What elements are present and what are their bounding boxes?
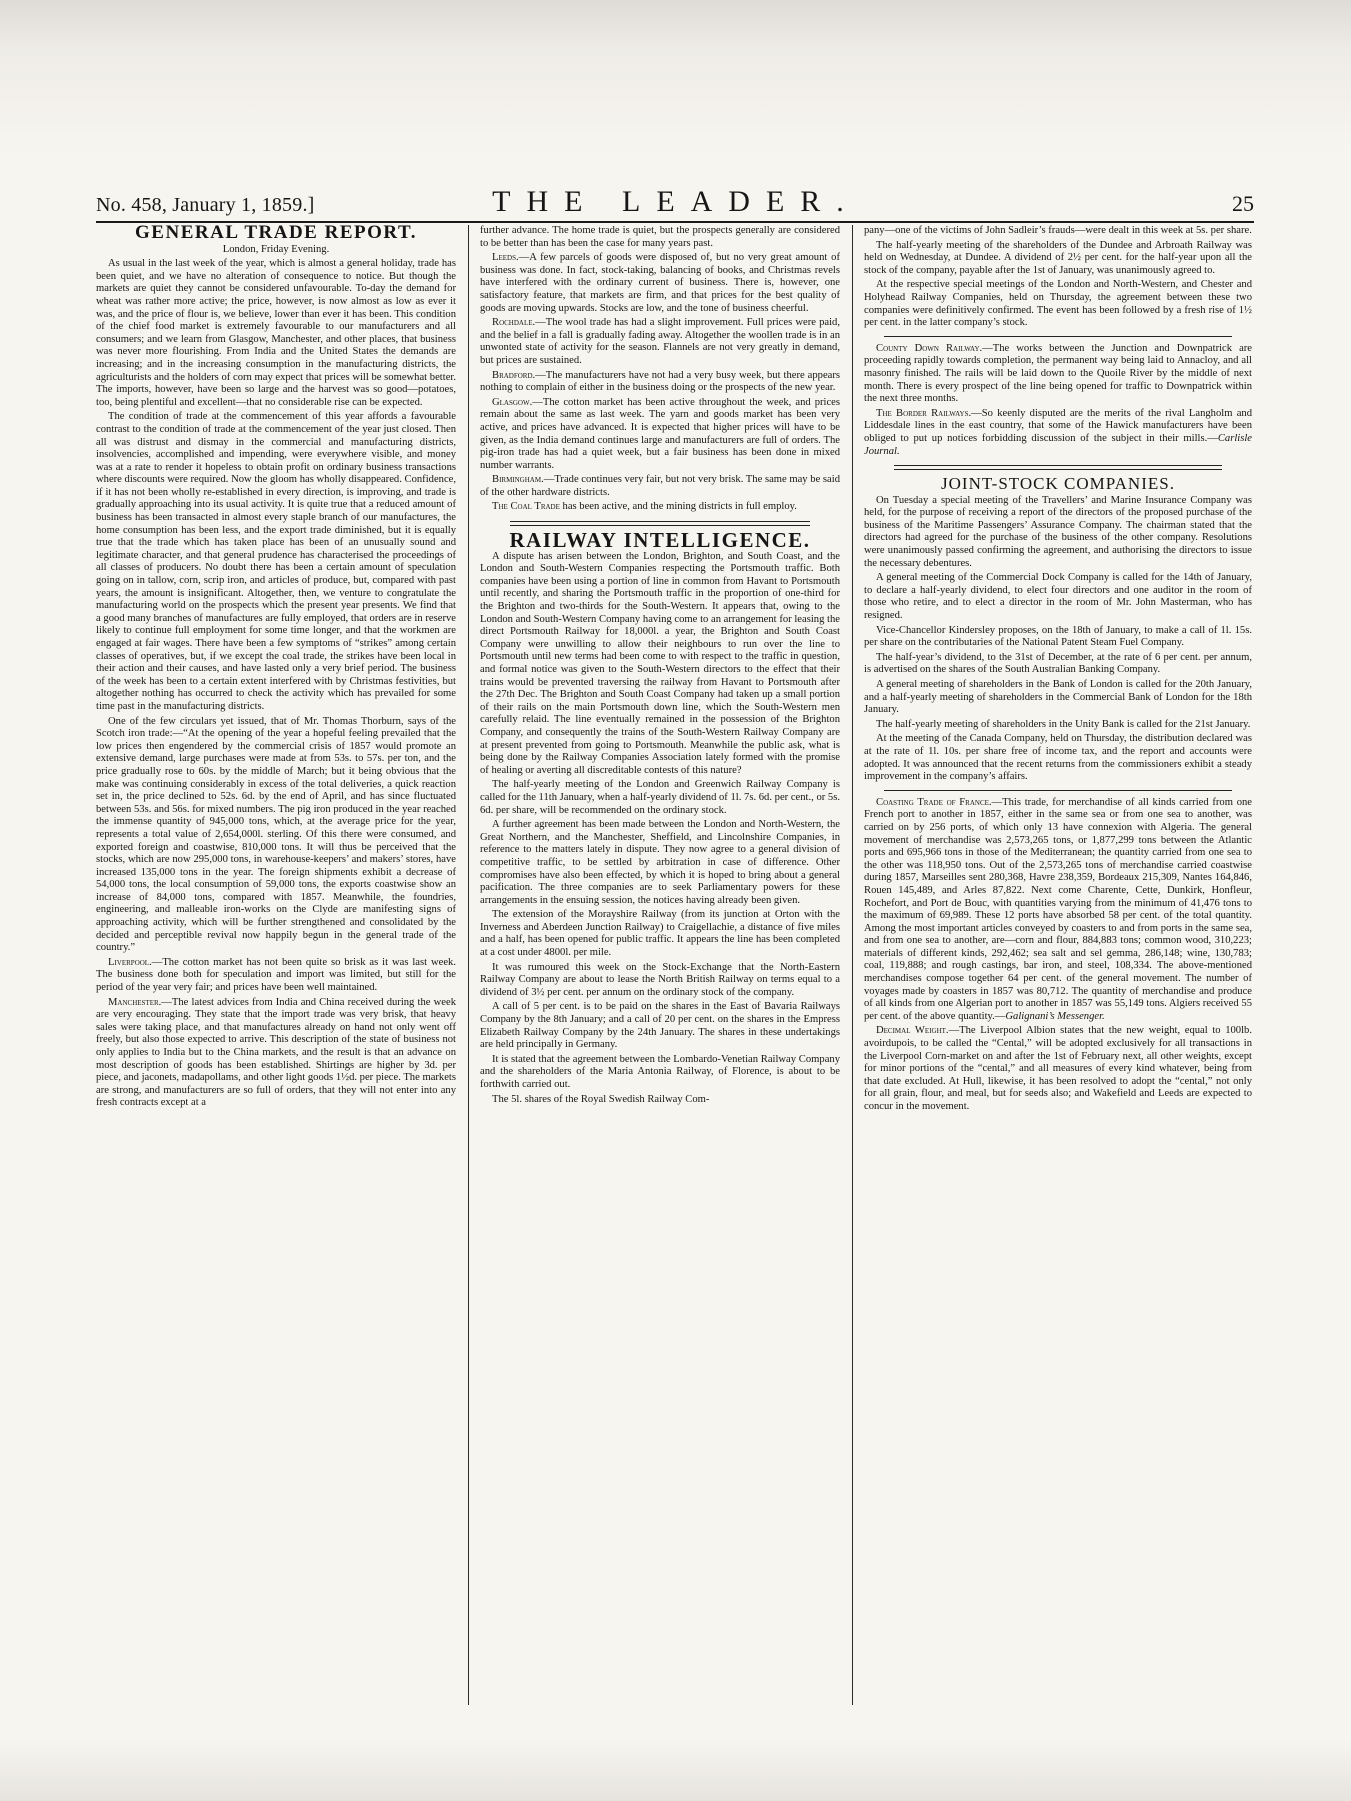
- paragraph-lead: The Coal Trade: [492, 501, 560, 513]
- section-heading-trade: GENERAL TRADE REPORT.: [135, 225, 417, 243]
- paragraph: A general meeting of the Commercial Dock Company is called for the 14th of January, to declare a half-yearly dividend, to elect four directors and one auditor in the room of those who retire, and to elect a director in the room of Mr. John Masterman, who has resigned.: [864, 572, 1252, 622]
- column-rule: [468, 225, 469, 1705]
- paragraph: [480, 501, 840, 514]
- paragraph: pany—one of the victims of John Sadleir’s frauds—were dealt in this week at 5s. per share.: [864, 225, 1252, 236]
- paragraph: The half-yearly meeting of the London and Greenwich Railway Company is called for the 11th January, when a half-yearly dividend of 1l. 7s. 6d. per cent., or 5s. 6d. per share, will be recommended on the ordinary stock.: [480, 779, 840, 816]
- paragraph: [96, 957, 456, 995]
- newspaper-title: THE LEADER.: [492, 185, 860, 218]
- paragraph: A dispute has arisen between the London, Brighton, and South Coast, and the London and South-Western Companies respecting the Portsmouth traffic. Both companies have been using a portion of line in common from Havant to Portsmouth until recently, and sharing the Portsmouth traffic in the proportion of one-third for the Brighton and two-thirds for the South-Western. It appears that, owing to the London and South-Western Company having come to an arrangement for leasing the direct Portsmouth Railway for 18,000l. a year, the Brighton and South Coast Company were unwilling to allow their neighbours to run over the line to Portsmouth until new terms had been come to with respect to the traffic in question, and formal notice was given to the South-Western directors to the effect that their trains would be prevented traversing the railway from Havant to Portsmouth after the 27th Dec. The Brighton and South Coast Company had taken up a small portion of their rails on the main Portsmouth down line, which the South-Western men carefully relaid. The line eventually remained in the possession of the Brighton Company, and consequently the trains of the South-Western Railway Company are at present prevented from going to Portsmouth. Meanwhile the public ask, what is being done by the Railway Companies Association lately formed with the promise of healing or averting all discreditable contests of this nature?: [480, 550, 840, 776]
- paragraph-body: —This trade, for merchandise of all kinds carried from one French port to another in 1857, either in the same sea or from one sea to another, was carried on by 256 ports, of which only 13 have connexion with Algeria. The general movement of merchandise was 2,573,265 tons, or 1,877,299 tons between the Atlantic ports and 695,966 tons in those of the Mediterranean; the quantity carried from one sea to the other was 118,950 tons. Out of the 2,573,265 tons of merchandise carried coastwise during 1857, Marseilles sent 280,368, Havre 238,359, Bordeaux 215,309, Nantes 164,846, Rouen 145,489, and Arles 87,822. Next come Charente, Cette, Dunkirk, Honfleur, Rochefort, and Port de Bouc, with quantities varying from the minimum of 41,476 tons to the maximum of 69,989. These 12 ports have absorbed 58 per cent. of the total quantity. Among the most important articles conveyed by coasters to and from ports in the same sea, and from one sea to another, are—corn and flour, 884,883 tons; common wood, 310,223; materials of different kinds, 292,462; sea salt and sel gemma, 286,148; wine, 130,783; coal, 119,888; and rough castings, bar iron, and steel, 108,334. The above-mentioned merchandises compose together 64 per cent. of the general movement. The number of voyages made by coasters in 1857 was 80,712. The quantity of merchandise and produce of all kinds from one Algerian port to another in 1857 was 55,149 tons. Algiers received 55 per cent. of the above quantity.—: [864, 796, 1252, 1022]
- paragraph-body: —The manufacturers have not had a very busy week, but there appears nothing to complain of either in the business doing or the prospects of the new year.: [480, 369, 840, 394]
- section-heading-joint-stock: JOINT-STOCK COMPANIES.: [941, 474, 1175, 494]
- paragraph: The condition of trade at the commencement of this year affords a favourable contrast to the condition of trade at the commencement of the year just closed. Then all was distrust and dismay in the commercial and manufacturing districts, insolvencies, accomplished and impending, were everywhere visible, and money was at a rate to render it hopeless to obtain profit on ordinary business transactions where discounts were required. Now the gloom has wholly disappeared. Confidence, if it has not been wholly re-established in every direction, is improving, and trade is gradually approaching into its usual activity. It is quite true that a reduced amount of business has been transacted in almost every staple branch of our manufactures, the home consumption has been less, and the export trade diminished, but it is equally true that the trade which has taken place has been of an unusually sound and legitimate character, and that general prudence has characterised the proceedings of all classes of producers. No doubt there has been a certain amount of speculation going on in tallow, corn, scrip iron, and articles of produce, but, compared with past years, the amount is insignificant. Altogether, then, we venture to congratulate the manufacturing world on the prospects which the present year presents. We find that a good many branches of manufactures are fully employed, that orders are in reserve likely to continue full employment for some time longer, and that the workmen are engaged at fair wages. There have been a few symptoms of “strikes” among certain classes of operatives, but, if we except the coal trade, the strikes have been local in their action and their causes, and have lasted only a very brief period. The business of the week has been to a certain extent interfered with by Christmas festivities, but altogether nothing has occurred to check the activity which has prevailed for some time past in the manufacturing districts.: [96, 411, 456, 712]
- paragraph: The half-yearly meeting of shareholders in the Unity Bank is called for the 21st January.: [876, 718, 1251, 730]
- paragraph: further advance. The home trade is quiet, but the prospects generally are considered to be better than has been the case for many years past.: [480, 225, 840, 249]
- paragraph: The half-yearly meeting of the shareholders of the Dundee and Arbroath Railway was held on Wednesday, at Dundee. A dividend of 2½ per cent. for the half-year upon all the stock of the company, payable after the 1st of January, was unanimously agreed to.: [864, 239, 1252, 276]
- paragraph-body: —Trade continues very fair, but not very brisk. The same may be said of the other hardware districts.: [480, 474, 840, 498]
- paragraph: As usual in the last week of the year, which is almost a general holiday, trade has been quiet, and we have no alteration of consequence to notice. But though the markets are quiet they cannot be considered unfavourable. To-day the demand for wheat was rather more active; the price, however, is now almost as low as ever it was, and the price of flour is, we believe, lower than ever it has been. This condition of the chief food market is extremely favourable to our manufacturers and all consumers; and we learn from Glasgow, Manchester, and other places, that business was never more flourishing. From India and the United States the demands are increasing; and in the increasing consumption in the manufacturing districts, the agriculturists and the holders of corn may expect that prices will be somewhat better. The imports, however, have been so large and the harvest was so good—potatoes, too, being plentiful and excellent—that no considerable rise can be expected.: [96, 258, 456, 408]
- page-number: 25: [1232, 191, 1254, 216]
- paragraph-body: —The cotton market has not been quite so brisk as it was last week. The business done both for speculation and import was limited, but still for the period of the year very fair; and prices have been well maintained.: [96, 956, 456, 994]
- paragraph: A further agreement has been made between the London and North-Western, the Great Northern, and the Manchester, Sheffield, and Lincolnshire Companies, in reference to the matters lately in dispute. They now agree to a general division of competitive traffic, to be settled by arbitration in case of difference. Other compromises have also been effected, by which it is hoped to bring about a general pacification. The three companies are to seek Parliamentary powers for these arrangements in the ensuing session, the notices having already been given.: [480, 819, 840, 906]
- paragraph-lead: Liverpool.: [108, 956, 152, 968]
- paragraph: Vice-Chancellor Kindersley proposes, on the 18th of January, to make a call of 1l. 15s. per share on the contributaries of the National Patent Steam Fuel Company.: [864, 624, 1252, 649]
- paragraph-body: —The works between the Junction and Downpatrick are proceeding rapidly towards completion, the permanent way being laid to Annacloy, and all masonry finished. The rails will be laid down to the Quoile River by the middle of next month. There is every prospect of the line being opened for traffic to Downpatrick within the next three months.: [864, 342, 1252, 405]
- paragraph: [480, 474, 840, 499]
- paragraph-lead: The Border Railways.: [876, 407, 972, 419]
- section-divider: [884, 790, 1232, 791]
- paragraph-body: —So keenly disputed are the merits of the rival Langholm and Liddesdale lines in the east country, that some of the Hawick manufacturers have been obliged to put up notices forbidding discussion of the subject in their mills.—: [864, 407, 1252, 444]
- paragraph: [480, 317, 840, 367]
- source-citation: Carlisle Journal.: [864, 432, 1252, 457]
- masthead: [96, 185, 1254, 223]
- paragraph-body: —The latest advices from India and China received during the week are very encouraging. They state that the import trade was very brisk, that heavy sales were taking place, and that manufactures already on hand not only went off freely, but also those expected to arrive. This description of the state of business not only applies to India but to the China markets, and the result is that an advance on most description of goods has been established. Shirtings are higher by 3d. per piece, and jaconets, madapollams, and other light goods 1½d. per piece. The markets are strong, and manufacturers are so full of orders, that they will not enter into any fresh contracts except at a: [96, 996, 456, 1109]
- columns: [96, 225, 1254, 1715]
- paragraph-lead: Bradford.: [492, 369, 536, 381]
- paragraph: On Tuesday a special meeting of the Travellers’ and Marine Insurance Company was held, for the purpose of receiving a report of the directors of the proposed purchase of the business of the Maritime Passengers’ Assurance Company. The chairman stated that the directors had agreed for the purchase of the business of the other company. Resolutions were unanimously passed confirming the agreement, and authorising the directors to issue the necessary debentures.: [864, 494, 1252, 569]
- section-divider: [894, 465, 1222, 470]
- scan-shadow-top: [0, 0, 1351, 150]
- paragraph: [864, 343, 1252, 406]
- paragraph-lead: Birmingham.: [492, 474, 544, 486]
- paragraph-body: —The wool trade has had a slight improvement. Full prices were paid, and the belief in a fall is gradually fading away. Altogether the woollen trade is in an unwonted state of activity for the season. Flannels are not very greatly in demand, but prices are sustained.: [480, 317, 840, 366]
- paragraph: [480, 370, 840, 395]
- source-citation: Galignani’s Messenger.: [1005, 1010, 1105, 1022]
- paragraph: [480, 397, 840, 473]
- section-divider: [510, 521, 810, 526]
- paragraph-body: has been active, and the mining districts in full employ.: [559, 501, 797, 513]
- column-2: [480, 225, 840, 1715]
- paragraph-lead: County Down Railway.: [876, 342, 983, 354]
- paragraph: At the meeting of the Canada Company, held on Thursday, the distribution declared was at the rate of 1l. 10s. per share free of income tax, and the report and accounts were adopted. It was announced that the recent returns from the commissioners exhibit a steady improvement in the company’s affairs.: [864, 733, 1252, 783]
- paragraph: The half-year’s dividend, to the 31st of December, at the rate of 6 per cent. per annum, is advertised on the shares of the South Australian Banking Company.: [864, 651, 1252, 676]
- column-rule: [852, 225, 853, 1705]
- paragraph: [96, 997, 456, 1110]
- paragraph-lead: Glasgow.: [492, 396, 533, 408]
- paragraph: [864, 797, 1252, 1024]
- paragraph: At the respective special meetings of the London and North-Western, and Chester and Holyhead Railway Companies, held on Thursday, the agreement between these two companies were definitively confirmed. The event has been followed by a fresh rise of 1½ per cent. in the latter company’s stock.: [864, 279, 1252, 329]
- section-divider: [884, 336, 1232, 337]
- paragraph-lead: Manchester.: [108, 996, 162, 1008]
- paragraph: The extension of the Morayshire Railway (from its junction at Orton with the Inverness and Aberdeen Junction Railway) to Craigellachie, a distance of five miles and a half, has been opened for public traffic. It appears the line has been completed at a cost under 4800l. per mile.: [480, 909, 840, 959]
- newspaper-page: [96, 185, 1254, 1725]
- paragraph: A call of 5 per cent. is to be paid on the shares in the East of Bavaria Railways Company by the 8th January; and a call of 20 per cent. on the shares in the Empress Elizabeth Railway Company by the 24th January. The shares in these undertakings are held principally in Germany.: [480, 1001, 840, 1051]
- paragraph-lead: Leeds.: [492, 252, 519, 264]
- paragraph: A general meeting of shareholders in the Bank of London is called for the 20th January, and a half-yearly meeting of shareholders in the Commercial Bank of London for the 18th January.: [864, 679, 1252, 716]
- paragraph-lead: Coasting Trade of France.: [876, 796, 992, 808]
- paragraph-body: —The Liverpool Albion states that the new weight, equal to 100lb. avoirdupois, to be called the “Cental,” will be adopted exclusively for all transactions in the Liverpool Corn-market on and after the 1st of February next, all other weights, except for minor portions of the “cental,” and all measures of every kind whatever, being from that date excluded. At Hull, likewise, it has been resolved to adopt the “cental,” not only for all grain, flour, and meal, but for seeds also; and Wakefield and Leeds are expected to concur in the movement.: [864, 1025, 1252, 1112]
- paragraph: It is stated that the agreement between the Lombardo-Venetian Railway Company and the shareholders of the Maria Antonia Railway, of Florence, is about to be forthwith carried out.: [480, 1053, 840, 1090]
- section-heading-railway: RAILWAY INTELLIGENCE.: [509, 528, 811, 553]
- paragraph: [864, 1025, 1252, 1113]
- paragraph-lead: Decimal Weight.: [876, 1025, 949, 1037]
- column-3: [864, 225, 1252, 1715]
- paragraph: It was rumoured this week on the Stock-Exchange that the North-Eastern Railway Company are about to lease the North British Railway on terms equal to a dividend of 3½ per cent. per annum on the ordinary stock of the company.: [480, 961, 840, 998]
- column-1: [96, 225, 456, 1715]
- paragraph: [864, 408, 1252, 458]
- paragraph: One of the few circulars yet issued, that of Mr. Thomas Thorburn, says of the Scotch iron trade:—“At the opening of the year a hopeful feeling prevailed that the low prices then engendered by the commercial crisis of 1857 would promote an extensive demand, large purchases were made at from 53s. to 57s. per ton, and the price gradually rose to 60s. by the middle of March; but it being obvious that the make was continuing considerably in excess of the total deliveries, a quick reaction set in, the price declined to 52s. 6d. by the end of April, and has since fluctuated between 53s. and 56s. for mixed numbers. The pig iron produced in the year reached the immense quantity of 945,000 tons, which, at the average price for the year, represents a total value of 2,654,000l. sterling. Of this there were consumed, and exported foreign and coastwise, 810,000 tons. It will thus be perceived that the stocks, which are now 295,000 tons, in warehouse-keepers’ and makers’ stores, have increased 135,000 tons in the year. The foreign shipments exhibit a decrease of 54,000 tons, the local consumption of 59,000 tons, the exports coastwise show an increase of 84,000 tons, compared with 1857. Meanwhile, the foundries, engineering, and malleable iron-works on the Clyde are manifesting signs of approaching activity, which will be further strengthened and consolidated by the decided and perceptible revival now happily begun in the general trade of the country.”: [96, 715, 456, 954]
- paragraph: [480, 252, 840, 315]
- dateline: London, Friday Evening.: [222, 243, 330, 255]
- scan-shadow-bottom: [0, 1740, 1351, 1801]
- paragraph-lead: Rochdale.: [492, 317, 536, 329]
- paragraph-body: —A few parcels of goods were disposed of, but no very great amount of business was done. In fact, stock-taking, balancing of books, and Christmas revels have interfered with the ordinary current of business. There is, however, one satisfactory feature, that markets are firm, and that prices for the best quality of goods are moving upwards. Stocks are low, and the tone of business cheerful.: [480, 252, 840, 314]
- paragraph: The 5l. shares of the Royal Swedish Railway Com-: [492, 1093, 710, 1105]
- paragraph-body: —The cotton market has been active throughout the week, and prices remain about the same as last week. The yarn and goods market has been very active, and prices have advanced. It is expected that higher prices will have to be given, as the India demand continues large and manufacturers are full of orders. The pig-iron trade has had a quiet week, but a fair business has been done in mixed number warrants.: [480, 396, 840, 471]
- issue-line: No. 458, January 1, 1859.]: [96, 194, 315, 216]
